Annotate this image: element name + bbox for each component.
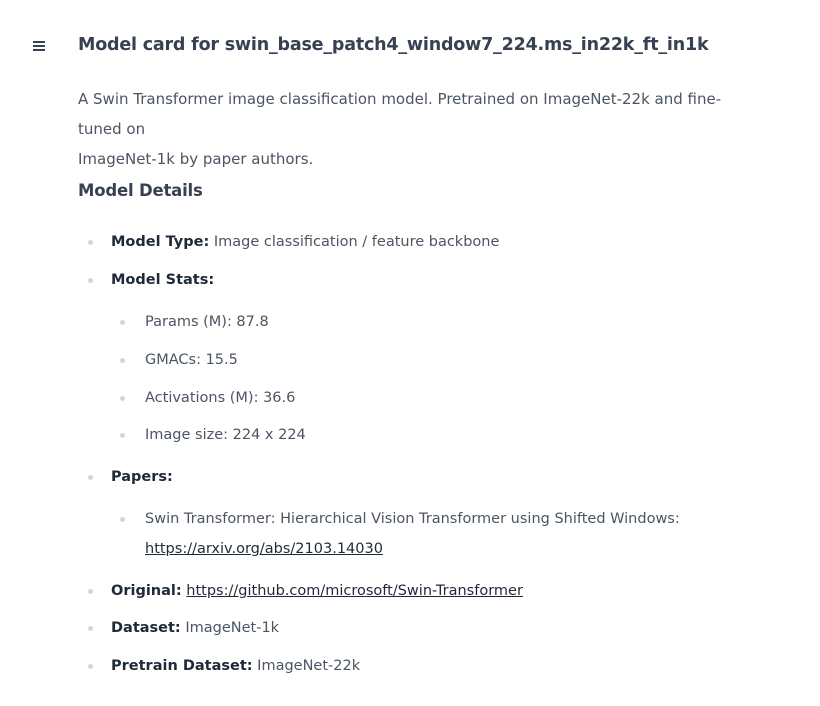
list-item-params: Params (M): 87.8 bbox=[145, 314, 269, 330]
model-type-value: Image classification / feature backbone bbox=[213, 234, 500, 250]
list-item-paper-title: Swin Transformer: Hierarchical Vision Transformer using Shifted Windows: bbox=[145, 511, 680, 527]
list-item-activations: Activations (M): 36.6 bbox=[145, 390, 296, 406]
intro-line-2: ImageNet-1k by paper authors. bbox=[78, 150, 314, 168]
list-item-papers bbox=[111, 462, 173, 492]
model-type-label: Model Type: bbox=[111, 234, 210, 250]
list-item-pretrain-dataset bbox=[111, 651, 360, 681]
intro-line-1: A Swin Transformer image classification model. Pretrained on ImageNet-22k and fine-tuned on bbox=[78, 90, 722, 138]
dataset-value: ImageNet-1k bbox=[185, 620, 280, 636]
original-label: Original: bbox=[111, 583, 182, 599]
list-item-gmacs: GMACs: 15.5 bbox=[145, 352, 238, 368]
papers-label: Papers: bbox=[111, 469, 173, 485]
bullet bbox=[120, 396, 125, 401]
page-title: Model card for swin_base_patch4_window7_224.ms_in22k_ft_in1k bbox=[78, 35, 709, 55]
bullet bbox=[88, 278, 93, 283]
pretrain-dataset-label: Pretrain Dataset: bbox=[111, 658, 253, 674]
bullet bbox=[88, 240, 93, 245]
list-item-dataset bbox=[111, 613, 279, 643]
bullet bbox=[120, 320, 125, 325]
model-stats-label: Model Stats: bbox=[111, 272, 215, 288]
bullet bbox=[88, 626, 93, 631]
bullet bbox=[120, 358, 125, 363]
bullet bbox=[120, 517, 125, 522]
list-item-original bbox=[111, 576, 523, 606]
original-link[interactable]: https://github.com/microsoft/Swin-Transformer bbox=[186, 583, 523, 599]
bullet bbox=[88, 664, 93, 669]
list-item-paper-link-row bbox=[145, 534, 383, 564]
bullet bbox=[88, 589, 93, 594]
model-details-heading: Model Details bbox=[78, 181, 203, 200]
intro-paragraph bbox=[78, 84, 758, 174]
bullet bbox=[88, 475, 93, 480]
list-item-model-stats bbox=[111, 265, 214, 295]
list-item-model-type bbox=[111, 227, 499, 257]
pretrain-dataset-value: ImageNet-22k bbox=[257, 658, 361, 674]
list-item-image-size: Image size: 224 x 224 bbox=[145, 427, 306, 443]
paper-link[interactable]: https://arxiv.org/abs/2103.14030 bbox=[145, 541, 383, 557]
bullet bbox=[120, 433, 125, 438]
menu-icon[interactable] bbox=[33, 41, 45, 51]
dataset-label: Dataset: bbox=[111, 620, 181, 636]
